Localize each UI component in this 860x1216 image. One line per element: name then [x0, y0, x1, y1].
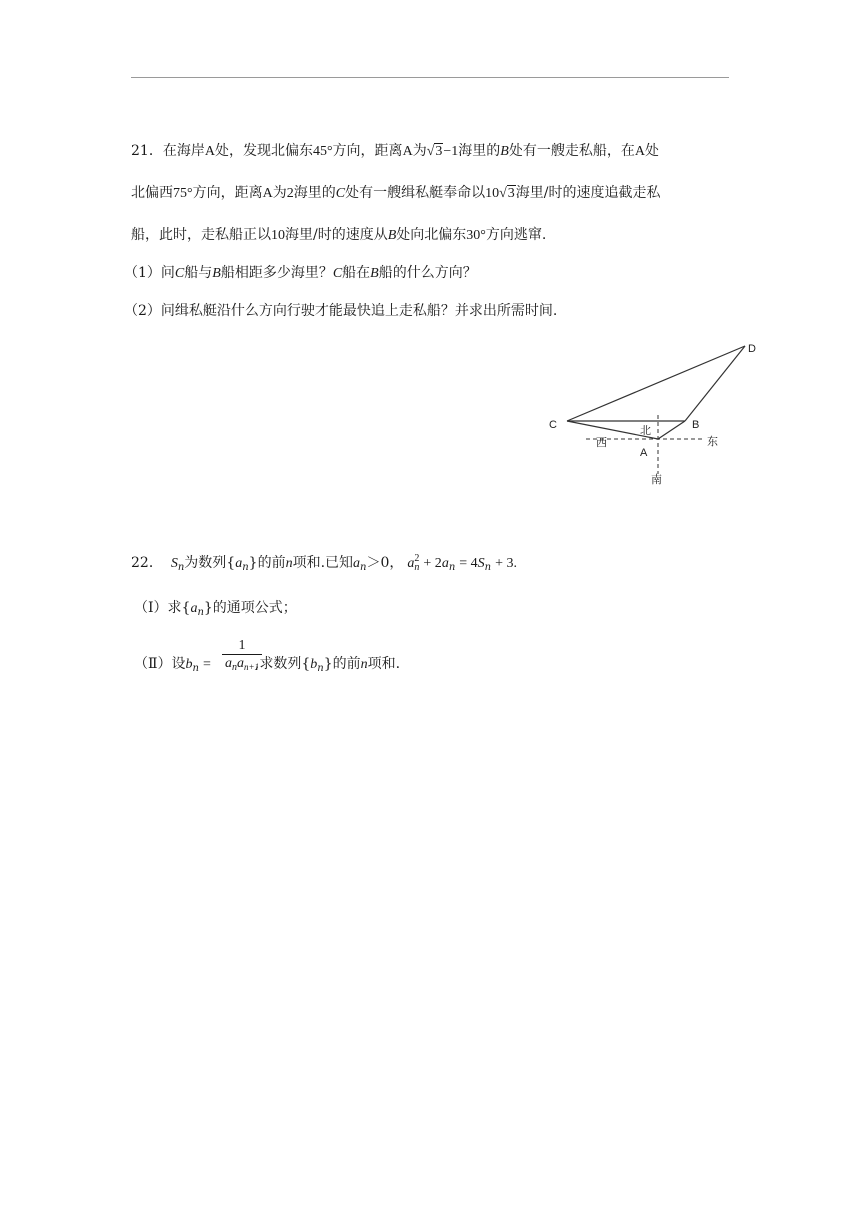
q21-text: 方向，距离	[192, 185, 263, 201]
label-d: D	[748, 343, 756, 355]
q21-text: 处	[644, 143, 659, 159]
q22-text: 项和.已知	[292, 555, 354, 571]
segment-ab	[658, 421, 685, 439]
plus-two: + 2	[423, 556, 442, 571]
q21-text: （1）问	[124, 265, 175, 281]
var-n: n	[285, 556, 293, 571]
q21-text: 海里的	[458, 143, 501, 159]
q22-text: ＞0，	[366, 555, 404, 571]
q21-text: 海里/时的速度从	[285, 227, 388, 243]
var-a: a	[235, 556, 243, 571]
angle-75: 75°	[173, 186, 193, 201]
subscript-n: n	[448, 562, 456, 573]
subscript-n: n	[414, 562, 420, 573]
q22-text: ,求数列{	[254, 656, 311, 672]
label-east: 东	[707, 436, 718, 448]
q22-text: }的前	[248, 555, 286, 571]
point-c: C	[335, 186, 346, 201]
radicand: 3	[507, 186, 515, 201]
q22-text: 项和.	[367, 656, 401, 672]
point-b: B	[387, 228, 397, 243]
q22-part-1	[134, 598, 297, 623]
var-a: a	[407, 556, 415, 571]
var-b: b	[185, 657, 193, 672]
radicand: 3	[435, 144, 443, 159]
q22-text: }的通项公式；	[203, 600, 297, 616]
segment-bd	[685, 346, 745, 421]
plus-three: + 3.	[495, 556, 518, 571]
var-a: a	[224, 656, 232, 671]
q21-line-2	[131, 183, 660, 204]
var-n: n	[360, 657, 368, 672]
q22-text: }的前	[323, 656, 361, 672]
q21-text: 处向北偏东	[396, 227, 467, 243]
fraction-numerator: 1	[238, 638, 246, 653]
q22-text: （Ⅱ）设	[134, 656, 186, 672]
q21-text: 为	[272, 185, 287, 201]
q21-text: 21．在海岸	[131, 143, 205, 159]
label-north: 北	[640, 425, 651, 437]
q22-text: 为数列{	[184, 555, 236, 571]
angle-30: 30°	[466, 228, 486, 243]
var-a: a	[441, 556, 449, 571]
point-a: A	[402, 144, 413, 159]
q21-line-3	[131, 225, 546, 246]
var-b: b	[310, 657, 318, 672]
header-rule	[131, 77, 729, 78]
q21-part-1	[124, 263, 477, 284]
q21-part-2: （2）问缉私艇沿什么方向行驶才能最快追上走私船？并求出所需时间.	[124, 303, 558, 319]
q22-stem	[131, 553, 517, 578]
q21-text: 北偏西	[131, 185, 173, 201]
superscript-2: 2	[414, 553, 420, 564]
var-a: a	[190, 601, 198, 616]
q21-text: 处有一艘走私船，在	[508, 143, 635, 159]
point-b: B	[500, 144, 509, 159]
var-a: a	[236, 656, 244, 671]
subscript-n: n	[317, 663, 324, 674]
subscript-n: n	[231, 662, 237, 673]
q21-text: 海里的	[293, 185, 336, 201]
subscript-n: n	[484, 562, 492, 573]
segment-cd	[567, 346, 745, 421]
equals-four: = 4	[459, 556, 478, 571]
point-c: C	[174, 266, 185, 281]
q21-text: 船与	[184, 265, 213, 281]
fraction	[222, 638, 262, 677]
q21-text: 海里/时的速度追截走私	[515, 185, 661, 201]
q22-number: 22．	[131, 555, 163, 571]
subscript-n: n	[197, 607, 204, 618]
q21-text: 处有一艘缉私艇奉命以	[345, 185, 486, 201]
label-west: 西	[596, 437, 607, 449]
sqrt3-minus-1: √3−1	[426, 144, 459, 159]
q21-text: 方向逃窜.	[485, 227, 547, 243]
q21-text: 为	[412, 143, 427, 159]
var-s: S	[477, 556, 485, 571]
speed-10sqrt3: 10√3	[485, 186, 515, 201]
point-b: B	[370, 266, 379, 281]
subscript-n: n	[242, 562, 249, 573]
point-a: A	[634, 144, 645, 159]
subscript-n: n	[192, 663, 199, 674]
bearing-diagram	[540, 338, 770, 493]
subscript-n: n	[177, 562, 185, 573]
point-a: A	[262, 186, 273, 201]
q22-part-2	[134, 654, 400, 679]
q21-text: 船，此时，走私船正以	[131, 227, 271, 243]
var-a: a	[353, 556, 361, 571]
subscript-n: n	[360, 562, 367, 573]
equals: =	[202, 657, 211, 672]
distance-2: 2	[286, 186, 294, 201]
q21-text: 方向，距离	[332, 143, 403, 159]
angle-45: 45°	[312, 144, 333, 159]
subscript-n-plus-1: n+1	[243, 662, 260, 672]
minus-one: −1	[443, 144, 459, 159]
q21-text: 船相距多少海里？	[220, 265, 333, 281]
var-s: S	[170, 556, 178, 571]
label-south: 南	[651, 474, 662, 486]
label-a: A	[640, 447, 648, 459]
label-c: C	[549, 419, 557, 431]
point-b: B	[212, 266, 221, 281]
coef-10: 10	[485, 186, 500, 201]
sup-sub-stack	[414, 554, 419, 572]
point-c: C	[332, 266, 343, 281]
label-b: B	[692, 419, 700, 431]
speed-10: 10	[271, 228, 285, 243]
q21-text: 船在	[342, 265, 371, 281]
fraction-denominator	[222, 655, 262, 677]
q21-text: 处，发现北偏东	[214, 143, 313, 159]
q21-line-1	[131, 141, 659, 162]
q21-text: 船的什么方向？	[378, 265, 477, 281]
point-a: A	[204, 144, 215, 159]
q22-text: （Ⅰ）求{	[134, 600, 191, 616]
